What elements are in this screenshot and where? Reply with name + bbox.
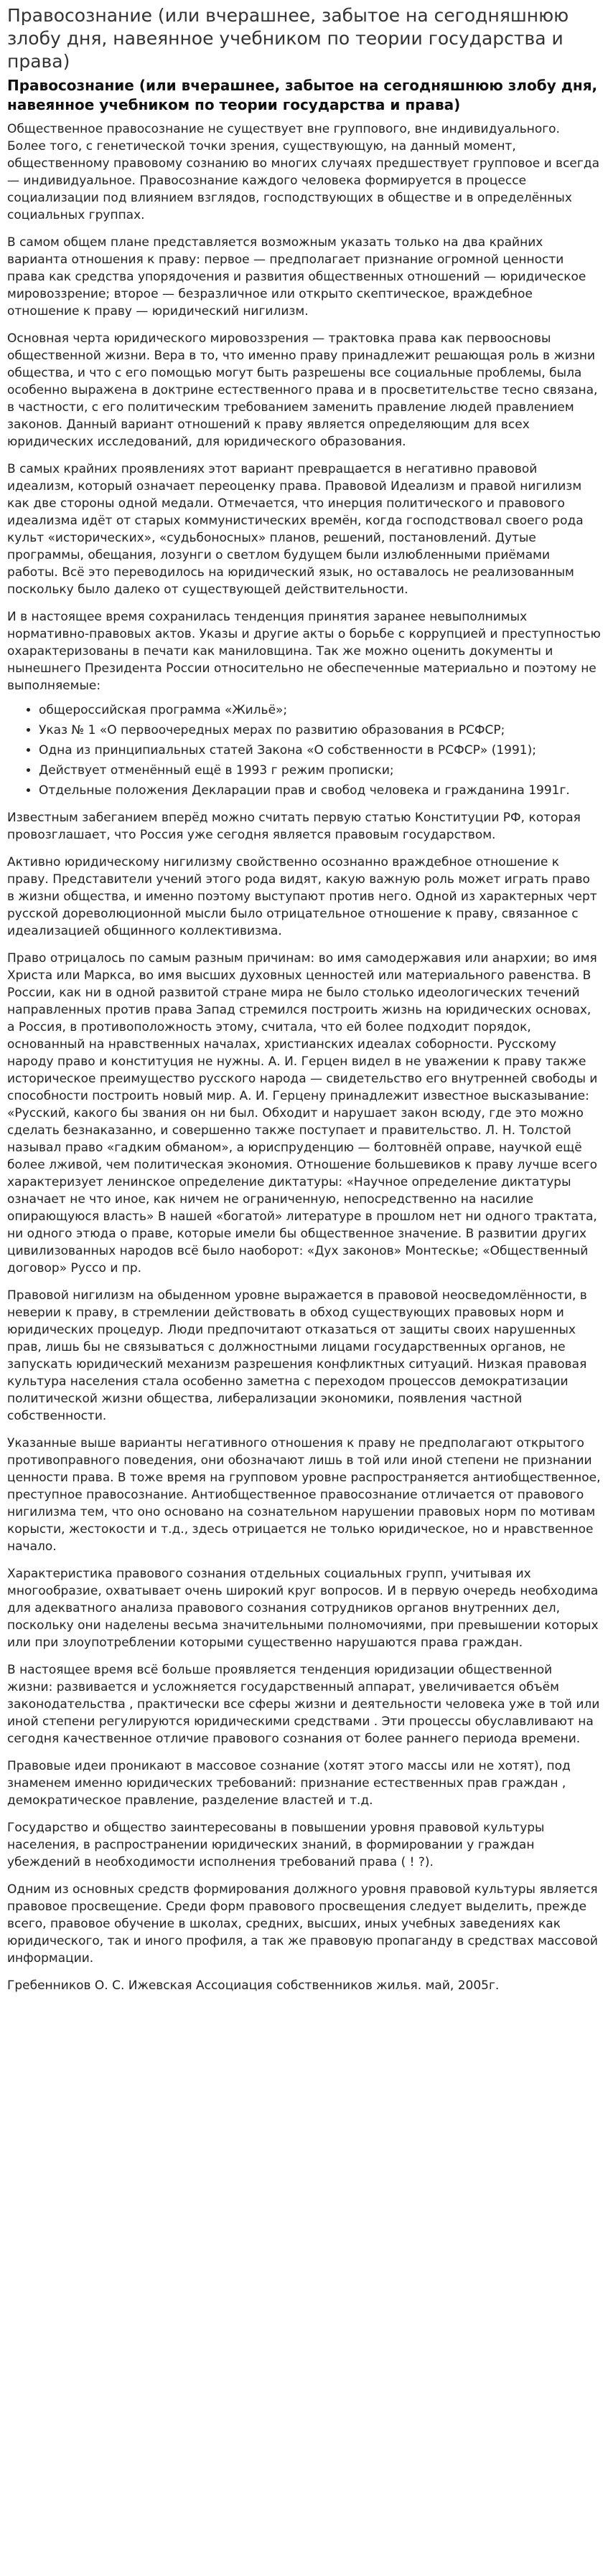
paragraph: Указанные выше варианты негативного отношения к праву не предполагают открытого противоправного поведения, они обозначают лишь в той или иной степени не признании ценности права. В тоже время на групповом уровне распространяется антиобщественное, преступное правосознание. Антиобщественное правосознание отличается от правового нигилизма тем, что оно основано на сознательном нарушении правовых норм по мотивам корысти, жестокости и т.д., здесь отрицается не только юридическое, но и нравственное начало. [7, 1436, 601, 1554]
paragraph: В самом общем плане представляется возможным указать только на два крайних варианта отношения к праву: первое — предполагает признание огромной ценности права как средства упорядочения и развития общественных отношений — юридическое мировоззрение; второе — безразличное или открыто скептическое, враждебное отношение к праву — юридический нигилизм. [7, 235, 586, 319]
paragraph: Активно юридическому нигилизму свойственно осознанно враждебное отношение к праву. Представители учений этого рода видят, какую важную роль может играть право в жизни общества, и именно поэтому выступают против него. Одной из характерных черт русской дореволюционной мысли было отрицательное отношение к праву, связанное с идеализацией общинного коллективизма. [7, 855, 597, 938]
paragraph: Общественное правосознание не существует вне группового, вне индивидуального. Более того, с генетической точки зрения, существующую, на данный момент, общественному правовому сознанию во многих случаях предшествует групповое и всегда — индивидуальное. Правосознание каждого человека формируется в процессе социализации под влиянием взглядов, господствующих в обществе и в определённых социальных группах. [7, 122, 599, 222]
paragraph: Право отрицалось по самым разным причинам: во имя самодержавия или анархии; во имя Христа или Маркса, во имя высших духовных ценностей или материального равенства. В России, как ни в одной развитой стране мира не было столько идеологических течений направленных против права Запад стремился построить жизнь на юридических основах, а Россия, в противоположность этому, считала, что ей более подходит порядок, основанный на нравственных началах, христианских идеалах соборности. Русскому народу право и конституция не нужны. А. И. Герцен видел в не уважении к праву также историческое преимущество русского народа — свидетельство его внутренней свободы и способности построить новый мир. А. И. Герцену принадлежит известное высказывание: «Русский, какого бы звания он ни был. Обходит и нарушает закон всюду, где это можно сделать безнаказанно, и совершенно также поступает и правительство. Л. Н. Толстой называл право «гадким обманом», а юриспруденцию — болтовнёй оправе, научкой ещё более лживой, чем политическая экономия. Отношение большевиков к праву лучше всего характеризует ленинское определение диктатуры: «Научное определение диктатуры означает не что иное, как ничем не ограниченную, непосредственно на насилие опирающуюся власть» В нашей «богатой» литературе в прошлом нет ни одного трактата, ни одного этюда о праве, которые имели бы общественное значение. В развитии других цивилизованных народов всё было наоборот: «Дух законов» Монтескье; «Общественный договор» Руссо и пр. [7, 951, 598, 1275]
paragraph: Известным забеганием вперёд можно считать первую статью Конституции РФ, которая провозглашает, что Россия уже сегодня является правовым государством. [7, 811, 581, 842]
paragraph: И в настоящее время сохранилась тенденция принятия заранее невыполнимых нормативно-правовых актов. Указы и другие акты о борьбе с коррупцией и преступностью охарактеризованы в печати как маниловщина. Так же можно оценить документы и нынешнего Президента России относительно не обеспеченные материально и поэтому не выполняемые: [7, 610, 601, 693]
author-signature: Гребенников О. С. Ижевская Ассоциация собственников жилья. май, 2005г. [7, 1978, 500, 1993]
list-item: • Одна из принципиальных статей Закона «О собственности в РСФСР» (1991); [39, 742, 601, 759]
list-item: • Отдельные положения Декларации прав и свобод человека и гражданина 1991г. [39, 782, 601, 799]
bullet-list [7, 702, 601, 799]
article [7, 76, 601, 1994]
paragraph: Характеристика правового сознания отдельных социальных групп, учитывая их многообразие, охватывает очень широкий круг вопросов. И в первую очередь необходима для адекватного анализа правового сознания сотрудников органов внутренних дел, поскольку они наделены весьма значительными полномочиями, при превышении которых или при злоупотреблении которыми существенно нарушаются права граждан. [7, 1567, 599, 1650]
paragraph: В самых крайних проявлениях этот вариант превращается в негативно правовой идеализм, который означает переоценку права. Правовой Идеализм и правой нигилизм как две стороны одной медали. Отмечается, что инерция политического и правового идеализма идёт от старых коммунистических времён, когда господствовал своего рода культ «исторических», «судьбоносных» планов, решений, постановлений. Дутые программы, обещания, лозунги о светлом будущем были излюбленными приёмами работы. Всё это переводилось на юридический язык, но оставалось не реализованным поскольку было далеко от существующей действительности. [7, 462, 584, 597]
paragraph: Одним из основных средств формирования должного уровня правовой культуры является правовое просвещение. Среди форм правового просвещения следует выделить, прежде всего, правовое обучение в школах, средних, высших, иных учебных заведениях как юридического, так и иного профиля, а так же правовую пропаганду в средствах массовой информации. [7, 1882, 598, 1966]
article-heading: Правосознание (или вчерашнее, забытое на сегодняшнюю злобу дня, навеянное учебником по теории государства и права) [7, 77, 598, 113]
paragraph: Основная черта юридического мировоззрения — трактовка права как первоосновы общественной жизни. Вера в то, что именно праву принадлежит решающая роль в жизни общества, и что с его помощью могут быть разрешены все социальные проблемы, была особенно выражена в доктрине естественного права и в просветительстве тесно связана, в частности, с его политическим требованием заменить правление людей правлением законов. Данный вариант отношений к праву является определяющим для всех юридических исследований, для юридического образования. [7, 331, 598, 449]
list-item: • общероссийская программа «Жильё»; [39, 702, 601, 719]
list-item: • Действует отменённый ещё в 1993 г режим прописки; [39, 762, 601, 779]
paragraph: Правовой нигилизм на обыденном уровне выражается в правовой неосведомлённости, в неверии к праву, в стремлении действовать в обход существующих правовых норм и юридических процедур. Люди предпочитают отказаться от защиты своих нарушенных прав, лишь бы не связываться с должностными лицами государственных органов, не запускать юридический механизм разрешения конфликтных ситуаций. Низкая правовая культура населения стала особенно заметна с переходом процессов демократизации политической жизни общества, либерализации экономики, появления частной собственности. [7, 1288, 587, 1423]
paragraph: В настоящее время всё больше проявляется тенденция юридизации общественной жизни: развивается и усложняется государственный аппарат, увеличивается объём законодательства , практически все сферы жизни и деятельности человека уже в той или иной степени регулируются юридическими средствами . Эти процессы обуславливают на сегодня качественное отличие правового сознания от более раннего периода времени. [7, 1663, 600, 1746]
list-item: • Указ № 1 «О первоочередных мерах по развитию образования в РСФСР; [39, 722, 601, 739]
paragraph: Правовые идеи проникают в массовое сознание (хотят этого массы или не хотят), под знаменем именно юридических требований: признание естественных прав граждан , демократическое правление, разделение властей и т.д. [7, 1759, 571, 1808]
paragraph: Государство и общество заинтересованы в повышении уровня правовой культуры населения, в распространении юридических знаний, в формировании у граждан убеждений в необходимости исполнения требований права ( ! ?). [7, 1821, 545, 1869]
page-title: Правосознание (или вчерашнее, забытое на сегодняшнюю злобу дня, навеянное учебником по теории государства и права) [7, 5, 569, 72]
